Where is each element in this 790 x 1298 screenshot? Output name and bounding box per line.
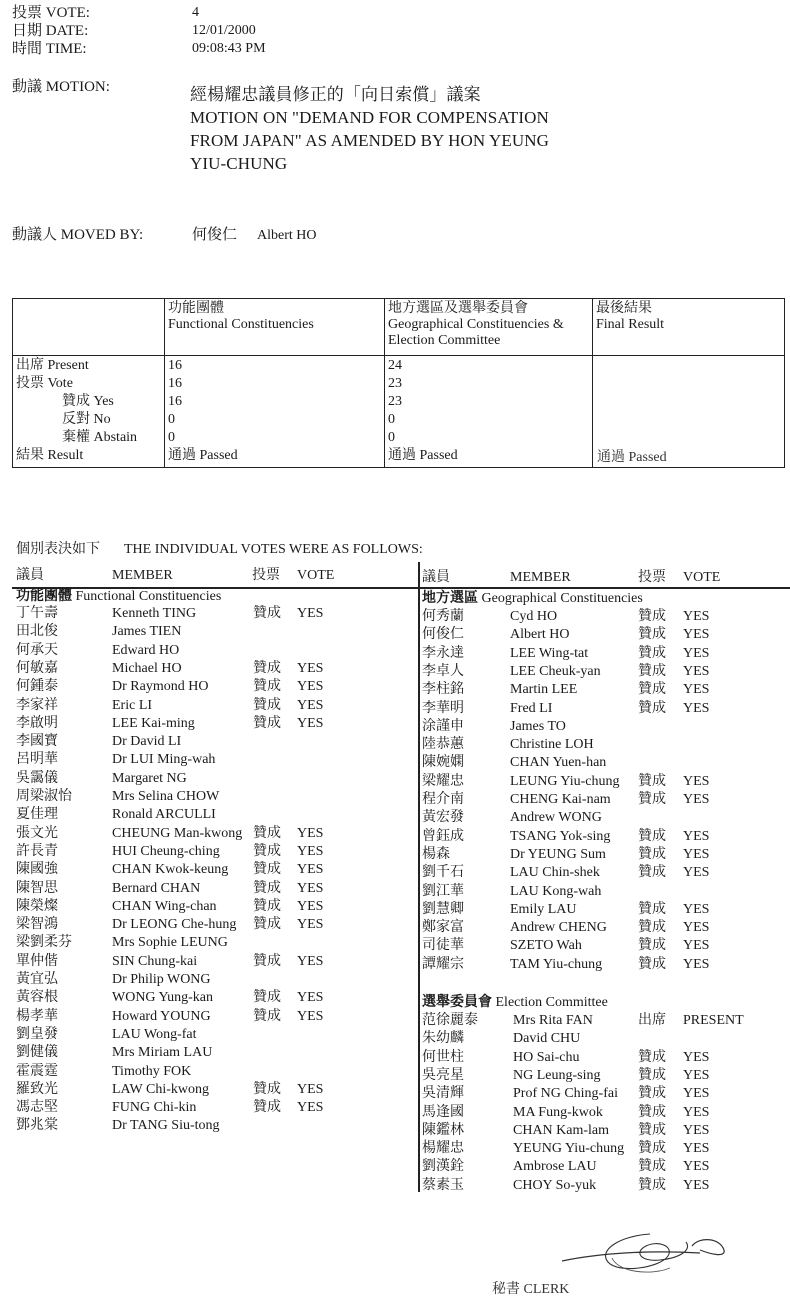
vote-zh: 贊成 [638, 1067, 666, 1083]
vote-zh: 贊成 [253, 697, 281, 713]
vote-zh: 贊成 [638, 682, 666, 698]
vote-en: YES [297, 697, 324, 713]
functional-values: 16 16 16 0 0 通過 Passed [165, 356, 385, 468]
member-name-en: Howard YOUNG [112, 1008, 211, 1024]
member-name-zh: 鄭家富 [422, 920, 464, 936]
member-name-en: Eric LI [112, 697, 153, 713]
member-name-zh: 李永達 [422, 645, 464, 661]
member-name-en: Dr LEONG Che-hung [112, 917, 237, 933]
left-vote-en-header: VOTE [297, 568, 335, 583]
vote-en: YES [683, 700, 710, 716]
vote-en: YES [683, 792, 710, 807]
vote-en: YES [297, 1100, 324, 1116]
motion-title-line-1: MOTION ON "DEMAND FOR COMPENSATION [190, 108, 549, 127]
individual-votes-title: 個別表決如下 THE INDIVIDUAL VOTES WERE AS FOLLOWS: [16, 542, 423, 557]
member-name-zh: 單仲偕 [16, 953, 58, 969]
vote-en: YES [683, 1067, 710, 1083]
member-name-en: LAU Kong-wah [510, 883, 602, 899]
vote-en: YES [297, 953, 324, 969]
member-name-zh: 鄧兆棠 [16, 1118, 58, 1134]
member-name-en: Dr Raymond HO [112, 679, 209, 695]
member-name-zh: 譚耀宗 [422, 956, 464, 972]
vote-zh: 贊成 [638, 1086, 666, 1102]
member-name-en: Kenneth TING [112, 606, 197, 621]
member-name-zh: 梁劉柔芬 [16, 935, 72, 951]
member-name-zh: 何世柱 [422, 1049, 464, 1065]
vote-zh: 贊成 [253, 880, 281, 896]
member-name-en: David CHU [513, 1031, 581, 1047]
member-name-zh: 朱幼麟 [422, 1031, 464, 1047]
vote-en: YES [683, 1122, 710, 1138]
right-member-en-header: MEMBER [510, 570, 571, 585]
member-name-en: CHAN Yuen-han [510, 755, 607, 771]
member-name-en: YEUNG Yiu-chung [513, 1141, 625, 1157]
member-name-zh: 劉慧卿 [422, 901, 464, 917]
vote-en: YES [683, 938, 710, 954]
vote-en: YES [297, 606, 324, 621]
member-name-zh: 李國寶 [16, 734, 58, 750]
vote-en: YES [297, 898, 324, 914]
member-name-zh: 吳靄儀 [16, 770, 58, 786]
vote-zh: 贊成 [638, 1104, 666, 1120]
vote-summary-table [12, 298, 785, 468]
member-name-zh: 劉皇發 [16, 1026, 58, 1042]
member-name-zh: 楊耀忠 [422, 1141, 464, 1157]
member-name-zh: 陳婉嫻 [422, 755, 464, 771]
member-name-zh: 程介南 [422, 792, 464, 807]
member-name-zh: 何敏嘉 [16, 660, 58, 676]
member-name-zh: 劉漢銓 [422, 1159, 464, 1175]
summary-header-functional: 功能團體 Functional Constituencies [165, 299, 385, 356]
left-member-zh-header: 議員 [16, 568, 44, 583]
member-name-en: SIN Chung-kai [112, 953, 198, 969]
summary-body-row [13, 356, 785, 468]
column-divider [418, 562, 420, 1192]
member-name-zh: 吳亮星 [422, 1067, 464, 1083]
time-value: 09:08:43 PM [192, 41, 266, 56]
summary-header-row [13, 299, 785, 356]
vote-en: YES [297, 715, 324, 731]
vote-zh: 贊成 [638, 609, 666, 624]
motion-title-line-2: FROM JAPAN" AS AMENDED BY HON YEUNG [190, 131, 549, 150]
member-name-en: WONG Yung-kan [112, 990, 213, 1006]
member-name-zh: 陸恭蕙 [422, 737, 464, 753]
member-name-en: CHENG Kai-nam [510, 792, 611, 807]
motion-title-line-3: YIU-CHUNG [190, 154, 288, 173]
vote-zh: 贊成 [638, 645, 666, 661]
summary-header-final: 最後結果 Final Result [593, 299, 785, 356]
mover-name-zh: 何俊仁 [192, 227, 238, 243]
time-label: 時間 TIME: [12, 41, 87, 57]
member-name-zh: 李卓人 [422, 663, 464, 679]
member-name-en: TAM Yiu-chung [510, 956, 603, 972]
moved-by-label: 動議人 MOVED BY: [12, 227, 144, 243]
geographical-section-title: 地方選區 Geographical Constituencies [422, 591, 643, 606]
summary-header-geographical: 地方選區及選舉委員會 Geographical Constituencies & Election Committee [385, 299, 593, 356]
member-name-zh: 陳智思 [16, 880, 58, 896]
vote-zh: 贊成 [638, 1141, 666, 1157]
member-name-en: Ambrose LAU [513, 1159, 597, 1175]
member-name-en: Ronald ARCULLI [112, 807, 216, 823]
vote-zh: 贊成 [253, 1081, 281, 1097]
vote-en: PRESENT [683, 1013, 744, 1028]
vote-zh: 贊成 [638, 1049, 666, 1065]
member-name-en: LAU Chin-shek [510, 865, 600, 881]
member-name-zh: 何鍾泰 [16, 679, 58, 695]
member-name-zh: 何秀蘭 [422, 609, 464, 624]
vote-zh: 贊成 [253, 660, 281, 676]
member-name-zh: 楊森 [422, 846, 450, 862]
vote-en: YES [683, 1159, 710, 1175]
member-name-en: Timothy FOK [112, 1063, 192, 1079]
geographical-values: 24 23 23 0 0 通過 Passed [385, 356, 593, 468]
member-name-zh: 田北俊 [16, 624, 58, 640]
member-name-en: LEE Cheuk-yan [510, 663, 601, 679]
label-abstain: 棄權 Abstain [62, 430, 138, 445]
member-name-zh: 李家祥 [16, 697, 58, 713]
member-name-zh: 羅致光 [16, 1081, 58, 1097]
member-name-en: Dr Philip WONG [112, 972, 211, 987]
vote-en: YES [297, 1081, 324, 1097]
member-name-en: Michael HO [112, 660, 182, 676]
vote-en: YES [297, 660, 324, 676]
vote-en: YES [683, 846, 710, 862]
vote-zh: 贊成 [253, 862, 281, 878]
vote-zh: 贊成 [253, 843, 281, 859]
vote-zh: 贊成 [638, 865, 666, 881]
vote-zh: 贊成 [253, 1008, 281, 1024]
member-name-en: SZETO Wah [510, 938, 582, 954]
vote-en: YES [297, 843, 324, 859]
member-name-en: LEUNG Yiu-chung [510, 773, 620, 789]
member-name-en: Andrew WONG [510, 810, 602, 826]
vote-zh: 贊成 [638, 700, 666, 716]
vote-en: YES [683, 663, 710, 679]
member-name-zh: 李柱銘 [422, 682, 464, 698]
right-member-zh-header: 議員 [422, 570, 450, 585]
vote-zh: 贊成 [638, 1159, 666, 1175]
vote-zh: 贊成 [253, 679, 281, 695]
member-name-en: MA Fung-kwok [513, 1104, 603, 1120]
mover-name-en: Albert HO [257, 228, 317, 243]
member-name-en: LAW Chi-kwong [112, 1081, 210, 1097]
member-name-en: TSANG Yok-sing [510, 828, 611, 844]
member-name-zh: 司徒華 [422, 938, 464, 954]
election-committee-section-title: 選舉委員會 Election Committee [422, 995, 608, 1010]
vote-zh: 贊成 [638, 956, 666, 972]
vote-en: YES [683, 828, 710, 844]
vote-zh: 贊成 [253, 1100, 281, 1116]
member-name-zh: 劉千石 [422, 865, 464, 881]
member-name-zh: 周梁淑怡 [16, 789, 72, 804]
vote-en: YES [683, 865, 710, 881]
member-name-zh: 陳國強 [16, 862, 58, 878]
vote-en: YES [683, 1049, 710, 1065]
label-present: 出席 Present [16, 358, 89, 373]
member-name-en: Dr David LI [112, 734, 182, 750]
member-name-en: Emily LAU [510, 901, 577, 917]
clerk-signature [560, 1228, 730, 1278]
vote-en: YES [297, 990, 324, 1006]
member-name-en: CHAN Wing-chan [112, 898, 217, 914]
vote-zh: 贊成 [638, 846, 666, 862]
label-result: 結果 Result [16, 448, 84, 463]
member-name-zh: 涂謹申 [422, 718, 464, 734]
member-name-zh: 黃宜弘 [16, 972, 58, 987]
vote-en: YES [683, 627, 710, 643]
vote-zh: 贊成 [638, 663, 666, 679]
member-name-zh: 陳鑑林 [422, 1122, 464, 1138]
member-name-zh: 呂明華 [16, 752, 58, 768]
member-name-en: Mrs Sophie LEUNG [112, 935, 228, 951]
member-name-zh: 梁耀忠 [422, 773, 464, 789]
member-name-en: NG Leung-sing [513, 1067, 601, 1083]
clerk-label: 秘書 CLERK [492, 1282, 570, 1297]
vote-en: YES [683, 773, 710, 789]
member-name-en: Christine LOH [510, 737, 594, 753]
vote-en: YES [297, 862, 324, 878]
functional-section-title: 功能團體 Functional Constituencies [16, 589, 222, 604]
vote-zh: 贊成 [638, 773, 666, 789]
vote-zh: 贊成 [638, 792, 666, 807]
left-vote-zh-header: 投票 [252, 568, 280, 583]
date-label: 日期 DATE: [12, 23, 89, 39]
member-name-zh: 劉江華 [422, 883, 464, 899]
member-name-zh: 楊孝華 [16, 1008, 58, 1024]
member-name-zh: 黃容根 [16, 990, 58, 1006]
member-name-zh: 李華明 [422, 700, 464, 716]
left-member-en-header: MEMBER [112, 568, 173, 583]
vote-en: YES [297, 679, 324, 695]
final-result-cell [593, 356, 785, 468]
vote-en: YES [297, 880, 324, 896]
vote-zh: 贊成 [638, 828, 666, 844]
member-name-en: CHEUNG Man-kwong [112, 825, 243, 841]
member-name-en: James TO [510, 718, 566, 734]
member-name-en: Dr TANG Siu-tong [112, 1118, 220, 1134]
member-name-zh: 劉健儀 [16, 1045, 58, 1061]
member-name-en: Margaret NG [112, 770, 187, 786]
member-name-en: CHAN Kam-lam [513, 1122, 610, 1138]
vote-en: YES [683, 609, 710, 624]
final-result-value: 通過 Passed [597, 450, 667, 465]
member-name-en: James TIEN [112, 624, 182, 640]
member-name-en: LEE Kai-ming [112, 715, 195, 731]
vote-zh: 贊成 [638, 1122, 666, 1138]
vote-zh: 贊成 [253, 917, 281, 933]
member-name-en: Martin LEE [510, 682, 578, 698]
vote-en: YES [683, 956, 710, 972]
vote-zh: 贊成 [253, 990, 281, 1006]
vote-zh: 贊成 [253, 606, 281, 621]
member-name-en: Mrs Miriam LAU [112, 1045, 213, 1061]
vote-zh: 贊成 [638, 901, 666, 917]
summary-header-blank [13, 299, 165, 356]
vote-zh: 贊成 [638, 627, 666, 643]
member-name-en: LEE Wing-tat [510, 645, 589, 661]
member-name-en: HUI Cheung-ching [112, 843, 220, 859]
member-name-en: HO Sai-chu [513, 1049, 580, 1065]
vote-en: YES [683, 1141, 710, 1157]
member-name-zh: 梁智鴻 [16, 917, 58, 933]
member-name-en: CHOY So-yuk [513, 1177, 597, 1193]
vote-en: YES [297, 825, 324, 841]
vote-zh: 贊成 [638, 1177, 666, 1193]
member-name-zh: 范徐麗泰 [422, 1013, 478, 1028]
vote-en: YES [297, 1008, 324, 1024]
member-name-en: Bernard CHAN [112, 880, 201, 896]
vote-en: YES [683, 682, 710, 698]
member-name-zh: 丁午壽 [16, 606, 58, 621]
member-name-en: CHAN Kwok-keung [112, 862, 229, 878]
member-name-zh: 張文光 [16, 825, 58, 841]
member-name-zh: 馮志堅 [16, 1100, 58, 1116]
right-vote-zh-header: 投票 [638, 570, 666, 585]
member-name-en: Prof NG Ching-fai [513, 1086, 618, 1102]
label-no: 反對 No [62, 412, 111, 427]
member-name-zh: 馬逢國 [422, 1104, 464, 1120]
vote-en: YES [683, 1104, 710, 1120]
vote-zh: 贊成 [253, 953, 281, 969]
member-name-zh: 許長青 [16, 843, 58, 859]
member-name-en: Fred LI [510, 700, 553, 716]
vote-zh: 贊成 [253, 898, 281, 914]
vote-en: YES [683, 920, 710, 936]
member-name-en: LAU Wong-fat [112, 1026, 197, 1042]
member-name-en: Mrs Selina CHOW [112, 789, 220, 804]
vote-zh: 贊成 [638, 920, 666, 936]
vote-zh: 贊成 [638, 938, 666, 954]
member-name-zh: 何承天 [16, 642, 58, 658]
date-value: 12/01/2000 [192, 23, 256, 38]
motion-title-zh: 經楊耀忠議員修正的「向日索償」議案 [190, 85, 481, 104]
vote-number: 4 [192, 5, 199, 20]
member-name-zh: 陳榮燦 [16, 898, 58, 914]
member-name-zh: 霍震霆 [16, 1063, 58, 1079]
member-name-zh: 蔡素玉 [422, 1177, 464, 1193]
member-name-en: Dr YEUNG Sum [510, 846, 606, 862]
vote-zh: 贊成 [253, 715, 281, 731]
vote-zh: 出席 [638, 1013, 666, 1028]
vote-en: YES [297, 917, 324, 933]
member-name-zh: 曾鈺成 [422, 828, 464, 844]
vote-zh: 贊成 [253, 825, 281, 841]
member-name-en: Dr LUI Ming-wah [112, 752, 216, 768]
member-name-en: Cyd HO [510, 609, 558, 624]
member-name-zh: 夏佳理 [16, 807, 58, 823]
vote-label: 投票 VOTE: [12, 5, 90, 21]
summary-row-labels [13, 356, 165, 468]
member-name-en: Edward HO [112, 642, 180, 658]
member-name-en: FUNG Chi-kin [112, 1100, 197, 1116]
member-name-zh: 何俊仁 [422, 627, 464, 643]
vote-en: YES [683, 645, 710, 661]
vote-en: YES [683, 1177, 710, 1193]
right-vote-en-header: VOTE [683, 570, 721, 585]
vote-en: YES [683, 1086, 710, 1102]
member-name-en: Andrew CHENG [510, 920, 607, 936]
member-name-en: Albert HO [510, 627, 570, 643]
member-name-zh: 黃宏發 [422, 810, 464, 826]
motion-label: 動議 MOTION: [12, 79, 110, 95]
member-name-zh: 李啟明 [16, 715, 58, 731]
label-vote: 投票 Vote [16, 376, 73, 391]
label-yes: 贊成 Yes [62, 394, 114, 409]
member-name-zh: 吳清輝 [422, 1086, 464, 1102]
member-name-en: Mrs Rita FAN [513, 1013, 593, 1028]
vote-en: YES [683, 901, 710, 917]
